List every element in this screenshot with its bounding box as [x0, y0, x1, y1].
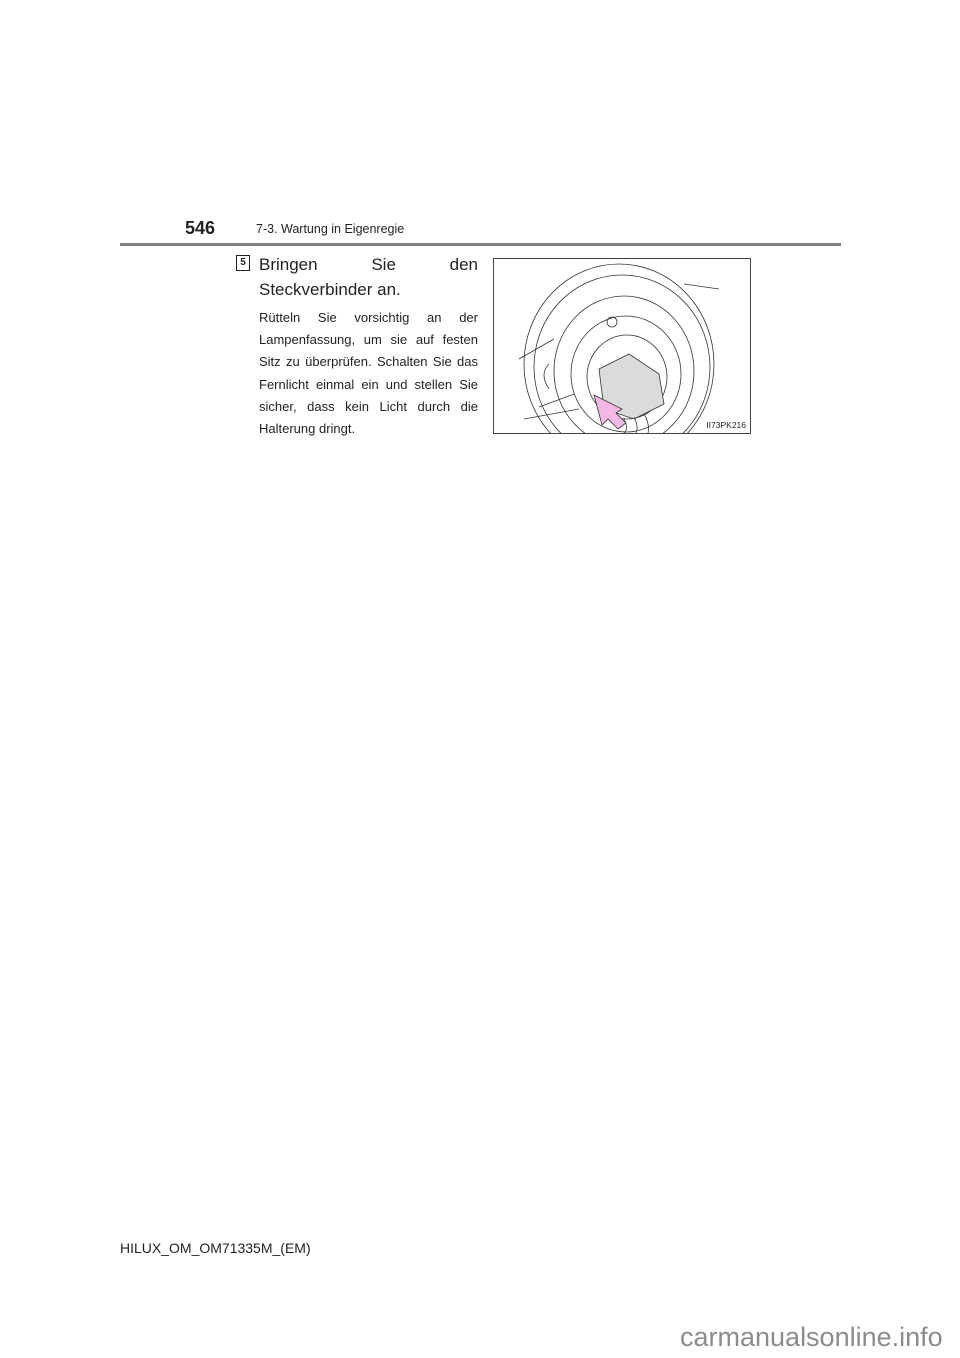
- illustration-drawing: [494, 259, 750, 433]
- header-divider: [120, 243, 841, 246]
- page-number: 546: [185, 218, 216, 238]
- section-title: 7-3. Wartung in Eigenregie: [256, 222, 405, 236]
- headlight-connector-illustration: [493, 258, 751, 434]
- step-body: Rütteln Sie vorsichtig an der Lampenfassung, um sie auf festen Sitz zu überprüfen. Schalten Sie das Fernlicht einmal ein und stellen Sie sicher, dass kein Licht durch die Halterung dringt.: [259, 310, 478, 437]
- document-code: HILUX_OM_OM71335M_(EM): [120, 1240, 311, 1256]
- watermark: carmanualsonline.info: [680, 1322, 943, 1352]
- figure-id: II73PK216: [706, 420, 746, 430]
- step-title: Bringen Sie den Steckverbinder an.: [259, 255, 478, 299]
- step-number-badge: 5: [236, 255, 250, 271]
